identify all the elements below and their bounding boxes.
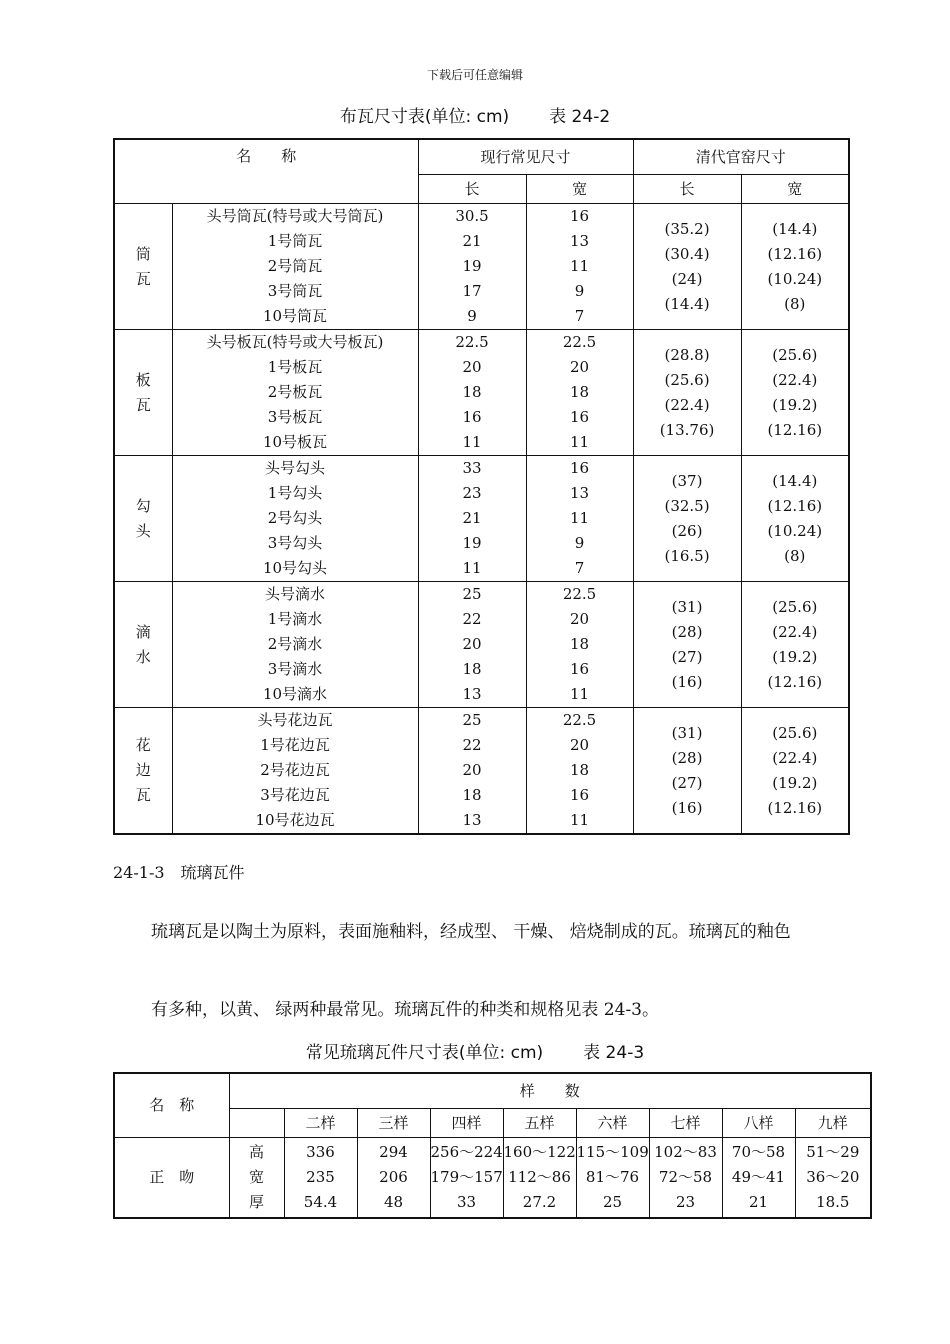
current-width-values-value: 13: [569, 484, 590, 502]
tile-item-names-value: 1号花边瓦: [260, 736, 330, 754]
tile-item-names-value: 2号滴水: [267, 635, 323, 653]
current-width-values-value: 20: [569, 610, 590, 628]
qing-width-values-value: (8): [784, 294, 806, 313]
qing-length-values-value: (24): [671, 269, 703, 288]
current-width-values: [526, 708, 633, 835]
current-width-values-value: 16: [569, 660, 590, 678]
qing-length-values: [633, 204, 741, 330]
tile-item-names-value: 头号勾头: [265, 459, 326, 477]
column-header-qing: 清代官窑尺寸: [633, 139, 849, 175]
tile-group-label-char: 筒: [135, 244, 151, 263]
qing-width-values: [741, 330, 849, 456]
qing-length-values-value: (27): [671, 773, 703, 792]
tile-group-label-char: 板: [135, 370, 151, 389]
table2-tag: 表 24-3: [583, 1043, 645, 1063]
t2-dim-header: [229, 1109, 284, 1138]
size-value: 18.5: [816, 1193, 850, 1211]
current-width-values-value: 16: [569, 459, 590, 477]
size-value: 23: [675, 1193, 696, 1211]
header-note: 下载后可任意编辑: [426, 68, 523, 82]
paragraph-2: 有多种，以黄、 绿两种最常见。琉璃瓦件的种类和规格见表 24-3。: [151, 1000, 659, 1020]
tile-item-names: [172, 330, 418, 456]
size-value: 336: [306, 1143, 335, 1161]
tile-group-row: [114, 330, 849, 456]
tile-item-names-value: 3号花边瓦: [260, 786, 330, 804]
tile-item-names-value: 2号板瓦: [267, 383, 323, 401]
size-value: 102～83: [654, 1143, 717, 1161]
size-value: 36～20: [806, 1168, 860, 1186]
qing-length-values-value: (28): [671, 748, 703, 767]
table2-caption: [0, 1038, 950, 1063]
current-width-values-value: 11: [569, 811, 590, 829]
current-length-values: [418, 204, 526, 330]
current-length-values-value: 9: [467, 307, 477, 325]
current-width-values-value: 18: [569, 635, 590, 653]
qing-width-values-value: (12.16): [767, 798, 823, 817]
tile-item-names-value: 头号筒瓦(特号或大号筒瓦): [206, 207, 384, 225]
tile-item-names-value: 10号花边瓦: [255, 811, 335, 829]
tile-item-names-value: 头号花边瓦: [257, 711, 333, 729]
qing-length-values: [633, 582, 741, 708]
tile-item-names-value: 3号筒瓦: [267, 282, 323, 300]
qing-width-values-value: (22.4): [772, 748, 818, 767]
t2-header-name: 名 称: [114, 1073, 229, 1138]
tile-group-label: [114, 708, 172, 835]
qing-width-values-value: (25.6): [772, 345, 818, 364]
qing-length-values-value: (31): [671, 723, 703, 742]
qing-width-values: [741, 582, 849, 708]
current-width-values-value: 16: [569, 408, 590, 426]
current-width-values-value: 22.5: [562, 711, 597, 729]
tile-item-names-value: 3号板瓦: [267, 408, 323, 426]
current-length-values-value: 13: [462, 811, 482, 829]
qing-length-values-value: (37): [671, 471, 703, 490]
tile-group-label-char: 水: [135, 647, 151, 666]
current-width-values-value: 11: [569, 509, 590, 527]
size-header: 四样: [430, 1109, 503, 1138]
tile-group-label: [114, 330, 172, 456]
tile-item-names-value: 2号勾头: [267, 509, 323, 527]
tile-item-names-value: 头号板瓦(特号或大号板瓦): [206, 333, 384, 351]
size-header: 九样: [795, 1109, 871, 1138]
current-length-values-value: 20: [462, 761, 482, 779]
tile-group-label-char: 头: [135, 521, 151, 540]
size-value: 49～41: [731, 1168, 786, 1186]
current-width-values-value: 20: [569, 736, 590, 754]
qing-width-values-value: (14.4): [772, 471, 818, 490]
current-length-values-value: 19: [462, 534, 482, 552]
size-values: [503, 1138, 576, 1219]
size-values: [795, 1138, 871, 1219]
qing-length-values-value: (28.8): [664, 345, 710, 364]
size-value: 81～76: [585, 1168, 640, 1186]
current-width-values-value: 7: [574, 559, 585, 577]
current-length-values: [418, 582, 526, 708]
size-header: 六样: [576, 1109, 649, 1138]
qing-length-values-value: (16.5): [664, 546, 710, 565]
tile-item-names-value: 2号筒瓦: [267, 257, 323, 275]
qing-width-values: [741, 204, 849, 330]
current-width-values-value: 18: [569, 383, 590, 401]
tile-group-label-char: 边: [135, 761, 151, 779]
size-header: 七样: [649, 1109, 722, 1138]
size-header: 五样: [503, 1109, 576, 1138]
dim-label: 厚: [248, 1193, 264, 1211]
size-values: [722, 1138, 795, 1219]
qing-length-values-value: (25.6): [664, 370, 710, 389]
current-length-values-value: 11: [462, 433, 482, 451]
qing-length-values-value: (16): [671, 798, 703, 817]
current-width-values-value: 11: [569, 257, 590, 275]
size-header: 八样: [722, 1109, 795, 1138]
tile-item-names-value: 2号花边瓦: [260, 761, 330, 779]
qing-length-values-value: (13.76): [659, 420, 715, 439]
qing-length-values-value: (26): [671, 521, 703, 540]
current-length-values-value: 17: [462, 282, 482, 300]
tile-item-names-value: 3号勾头: [267, 534, 323, 552]
current-length-values-value: 21: [462, 509, 482, 527]
qing-width-values-value: (8): [784, 546, 806, 565]
tile-item-names: [172, 708, 418, 835]
tile-item-names: [172, 204, 418, 330]
tile-item-names: [172, 456, 418, 582]
tile-group-label-char: 花: [135, 736, 151, 754]
current-length-values-value: 22: [462, 736, 482, 754]
size-value: 115～109: [576, 1143, 649, 1161]
size-value: 235: [306, 1168, 335, 1186]
qing-width-values-value: (22.4): [772, 370, 818, 389]
tile-group-label-char: 瓦: [135, 269, 151, 288]
tile-group-row: [114, 582, 849, 708]
current-width-values-value: 22.5: [562, 333, 597, 351]
current-width-values-value: 16: [569, 786, 590, 804]
tile-item-names-value: 1号勾头: [267, 484, 323, 502]
tile-item-names-value: 10号板瓦: [262, 433, 328, 451]
size-value: 33: [456, 1193, 477, 1211]
current-width-values: [526, 456, 633, 582]
current-width-values-value: 11: [569, 685, 590, 703]
qing-width-values-value: (12.16): [767, 420, 823, 439]
size-values: [357, 1138, 430, 1219]
column-header-name: 名 称: [114, 139, 418, 204]
size-value: 54.4: [303, 1193, 338, 1211]
qing-width-values-value: (10.24): [767, 521, 823, 540]
tile-group-label-char: 瓦: [135, 395, 151, 414]
size-header: 三样: [357, 1109, 430, 1138]
table1-tag: 表 24-2: [549, 107, 611, 127]
row-label-zhengwen: 正 吻: [114, 1138, 229, 1219]
current-width-values-value: 16: [569, 207, 590, 225]
paragraph-1: 琉璃瓦是以陶土为原料，表面施釉料，经成型、 干燥、 焙烧制成的瓦。琉璃瓦的釉色: [151, 922, 791, 942]
dim-label: 高: [248, 1143, 264, 1161]
size-value: 48: [383, 1193, 404, 1211]
size-value: 160～122: [503, 1143, 576, 1161]
current-width-values-value: 22.5: [562, 585, 597, 603]
current-length-values: [418, 330, 526, 456]
dim-labels: [229, 1138, 284, 1219]
size-value: 256～224: [430, 1143, 503, 1161]
qing-length-values-value: (27): [671, 647, 703, 666]
current-width-values-value: 9: [574, 534, 585, 552]
size-value: 21: [748, 1193, 769, 1211]
qing-length-values-value: (31): [671, 597, 703, 616]
tile-item-names-value: 10号滴水: [262, 685, 328, 703]
current-width-values-value: 9: [574, 282, 585, 300]
current-length-values-value: 18: [462, 786, 482, 804]
tile-item-names-value: 3号滴水: [267, 660, 323, 678]
tile-item-names: [172, 582, 418, 708]
tile-item-names-value: 1号筒瓦: [267, 232, 323, 250]
size-values: [576, 1138, 649, 1219]
qing-width-values-value: (19.2): [772, 395, 818, 414]
size-values: [430, 1138, 503, 1219]
current-width-values-value: 11: [569, 433, 590, 451]
tile-item-names-value: 头号滴水: [265, 585, 326, 603]
current-length-values-value: 18: [462, 383, 482, 401]
qing-width-values-value: (19.2): [772, 647, 818, 666]
tile-item-names-value: 1号滴水: [267, 610, 323, 628]
subheader-qing-width: 宽: [741, 175, 849, 204]
qing-length-values-value: (14.4): [664, 294, 710, 313]
current-length-values-value: 22: [462, 610, 482, 628]
subheader-current-width: 宽: [526, 175, 633, 204]
tile-item-names-value: 1号板瓦: [267, 358, 323, 376]
qing-width-values-value: (12.16): [767, 244, 823, 263]
size-value: 25: [602, 1193, 623, 1211]
tile-group-label-char: 瓦: [135, 786, 151, 804]
current-length-values-value: 13: [462, 685, 482, 703]
current-length-values-value: 19: [462, 257, 482, 275]
table1-caption: [0, 102, 950, 127]
qing-width-values-value: (12.16): [767, 672, 823, 691]
current-width-values-value: 20: [569, 358, 590, 376]
qing-width-values-value: (25.6): [772, 597, 818, 616]
current-length-values-value: 30.5: [455, 207, 489, 225]
qing-width-values-value: (25.6): [772, 723, 818, 742]
current-length-values-value: 25: [462, 711, 482, 729]
tile-size-table: [113, 138, 850, 835]
tile-group-label-char: 勾: [135, 496, 151, 515]
column-header-current: 现行常见尺寸: [418, 139, 633, 175]
current-length-values-value: 20: [462, 358, 482, 376]
qing-length-values-value: (22.4): [664, 395, 710, 414]
current-length-values-value: 23: [462, 484, 482, 502]
qing-length-values-value: (16): [671, 672, 703, 691]
table2-title: 常见琉璃瓦件尺寸表(单位: cm): [305, 1043, 544, 1063]
size-values: [284, 1138, 357, 1219]
table1-title: 布瓦尺寸表(单位: cm): [339, 107, 510, 127]
qing-width-values: [741, 456, 849, 582]
current-width-values-value: 7: [574, 307, 585, 325]
current-length-values-value: 33: [462, 459, 482, 477]
current-length-values-value: 25: [462, 585, 482, 603]
qing-length-values: [633, 456, 741, 582]
size-value: 206: [379, 1168, 408, 1186]
qing-width-values-value: (19.2): [772, 773, 818, 792]
tile-group-row: [114, 456, 849, 582]
table-row: [114, 1138, 871, 1219]
glazed-tile-size-table: [113, 1072, 872, 1219]
qing-length-values-value: (30.4): [664, 244, 710, 263]
tile-group-label: [114, 204, 172, 330]
size-value: 27.2: [522, 1193, 557, 1211]
qing-width-values-value: (14.4): [772, 219, 818, 238]
current-length-values-value: 11: [462, 559, 482, 577]
tile-group-row: [114, 708, 849, 835]
current-length-values-value: 20: [462, 635, 482, 653]
current-length-values: [418, 708, 526, 835]
tile-item-names-value: 10号筒瓦: [262, 307, 328, 325]
subheader-current-length: 长: [418, 175, 526, 204]
current-length-values-value: 16: [462, 408, 482, 426]
current-width-values: [526, 330, 633, 456]
tile-item-names-value: 10号勾头: [262, 559, 328, 577]
qing-width-values-value: (22.4): [772, 622, 818, 641]
tile-group-label: [114, 456, 172, 582]
subheader-qing-length: 长: [633, 175, 741, 204]
size-values: [649, 1138, 722, 1219]
current-width-values-value: 18: [569, 761, 590, 779]
tile-group-label-char: 滴: [135, 622, 151, 641]
size-value: 179～157: [430, 1168, 503, 1186]
size-header: 二样: [284, 1109, 357, 1138]
qing-length-values-value: (32.5): [664, 496, 710, 515]
section-title: 24-1-3 琉璃瓦件: [113, 863, 245, 882]
size-value: 70～58: [731, 1143, 786, 1161]
qing-width-values-value: (12.16): [767, 496, 823, 515]
qing-length-values-value: (35.2): [664, 219, 710, 238]
current-width-values: [526, 204, 633, 330]
size-value: 294: [379, 1143, 408, 1161]
size-value: 112～86: [508, 1168, 571, 1186]
qing-length-values-value: (28): [671, 622, 703, 641]
current-width-values: [526, 582, 633, 708]
qing-width-values: [741, 708, 849, 835]
qing-length-values: [633, 330, 741, 456]
tile-group-row: [114, 204, 849, 330]
tile-group-label: [114, 582, 172, 708]
current-width-values-value: 13: [569, 232, 590, 250]
current-length-values-value: 21: [462, 232, 482, 250]
current-length-values-value: 18: [462, 660, 482, 678]
t2-header-count: 样 数: [229, 1073, 871, 1109]
qing-width-values-value: (10.24): [767, 269, 823, 288]
current-length-values: [418, 456, 526, 582]
dim-label: 宽: [248, 1168, 264, 1186]
qing-length-values: [633, 708, 741, 835]
size-value: 51～29: [806, 1143, 860, 1161]
size-value: 72～58: [658, 1168, 713, 1186]
current-length-values-value: 22.5: [455, 333, 489, 351]
